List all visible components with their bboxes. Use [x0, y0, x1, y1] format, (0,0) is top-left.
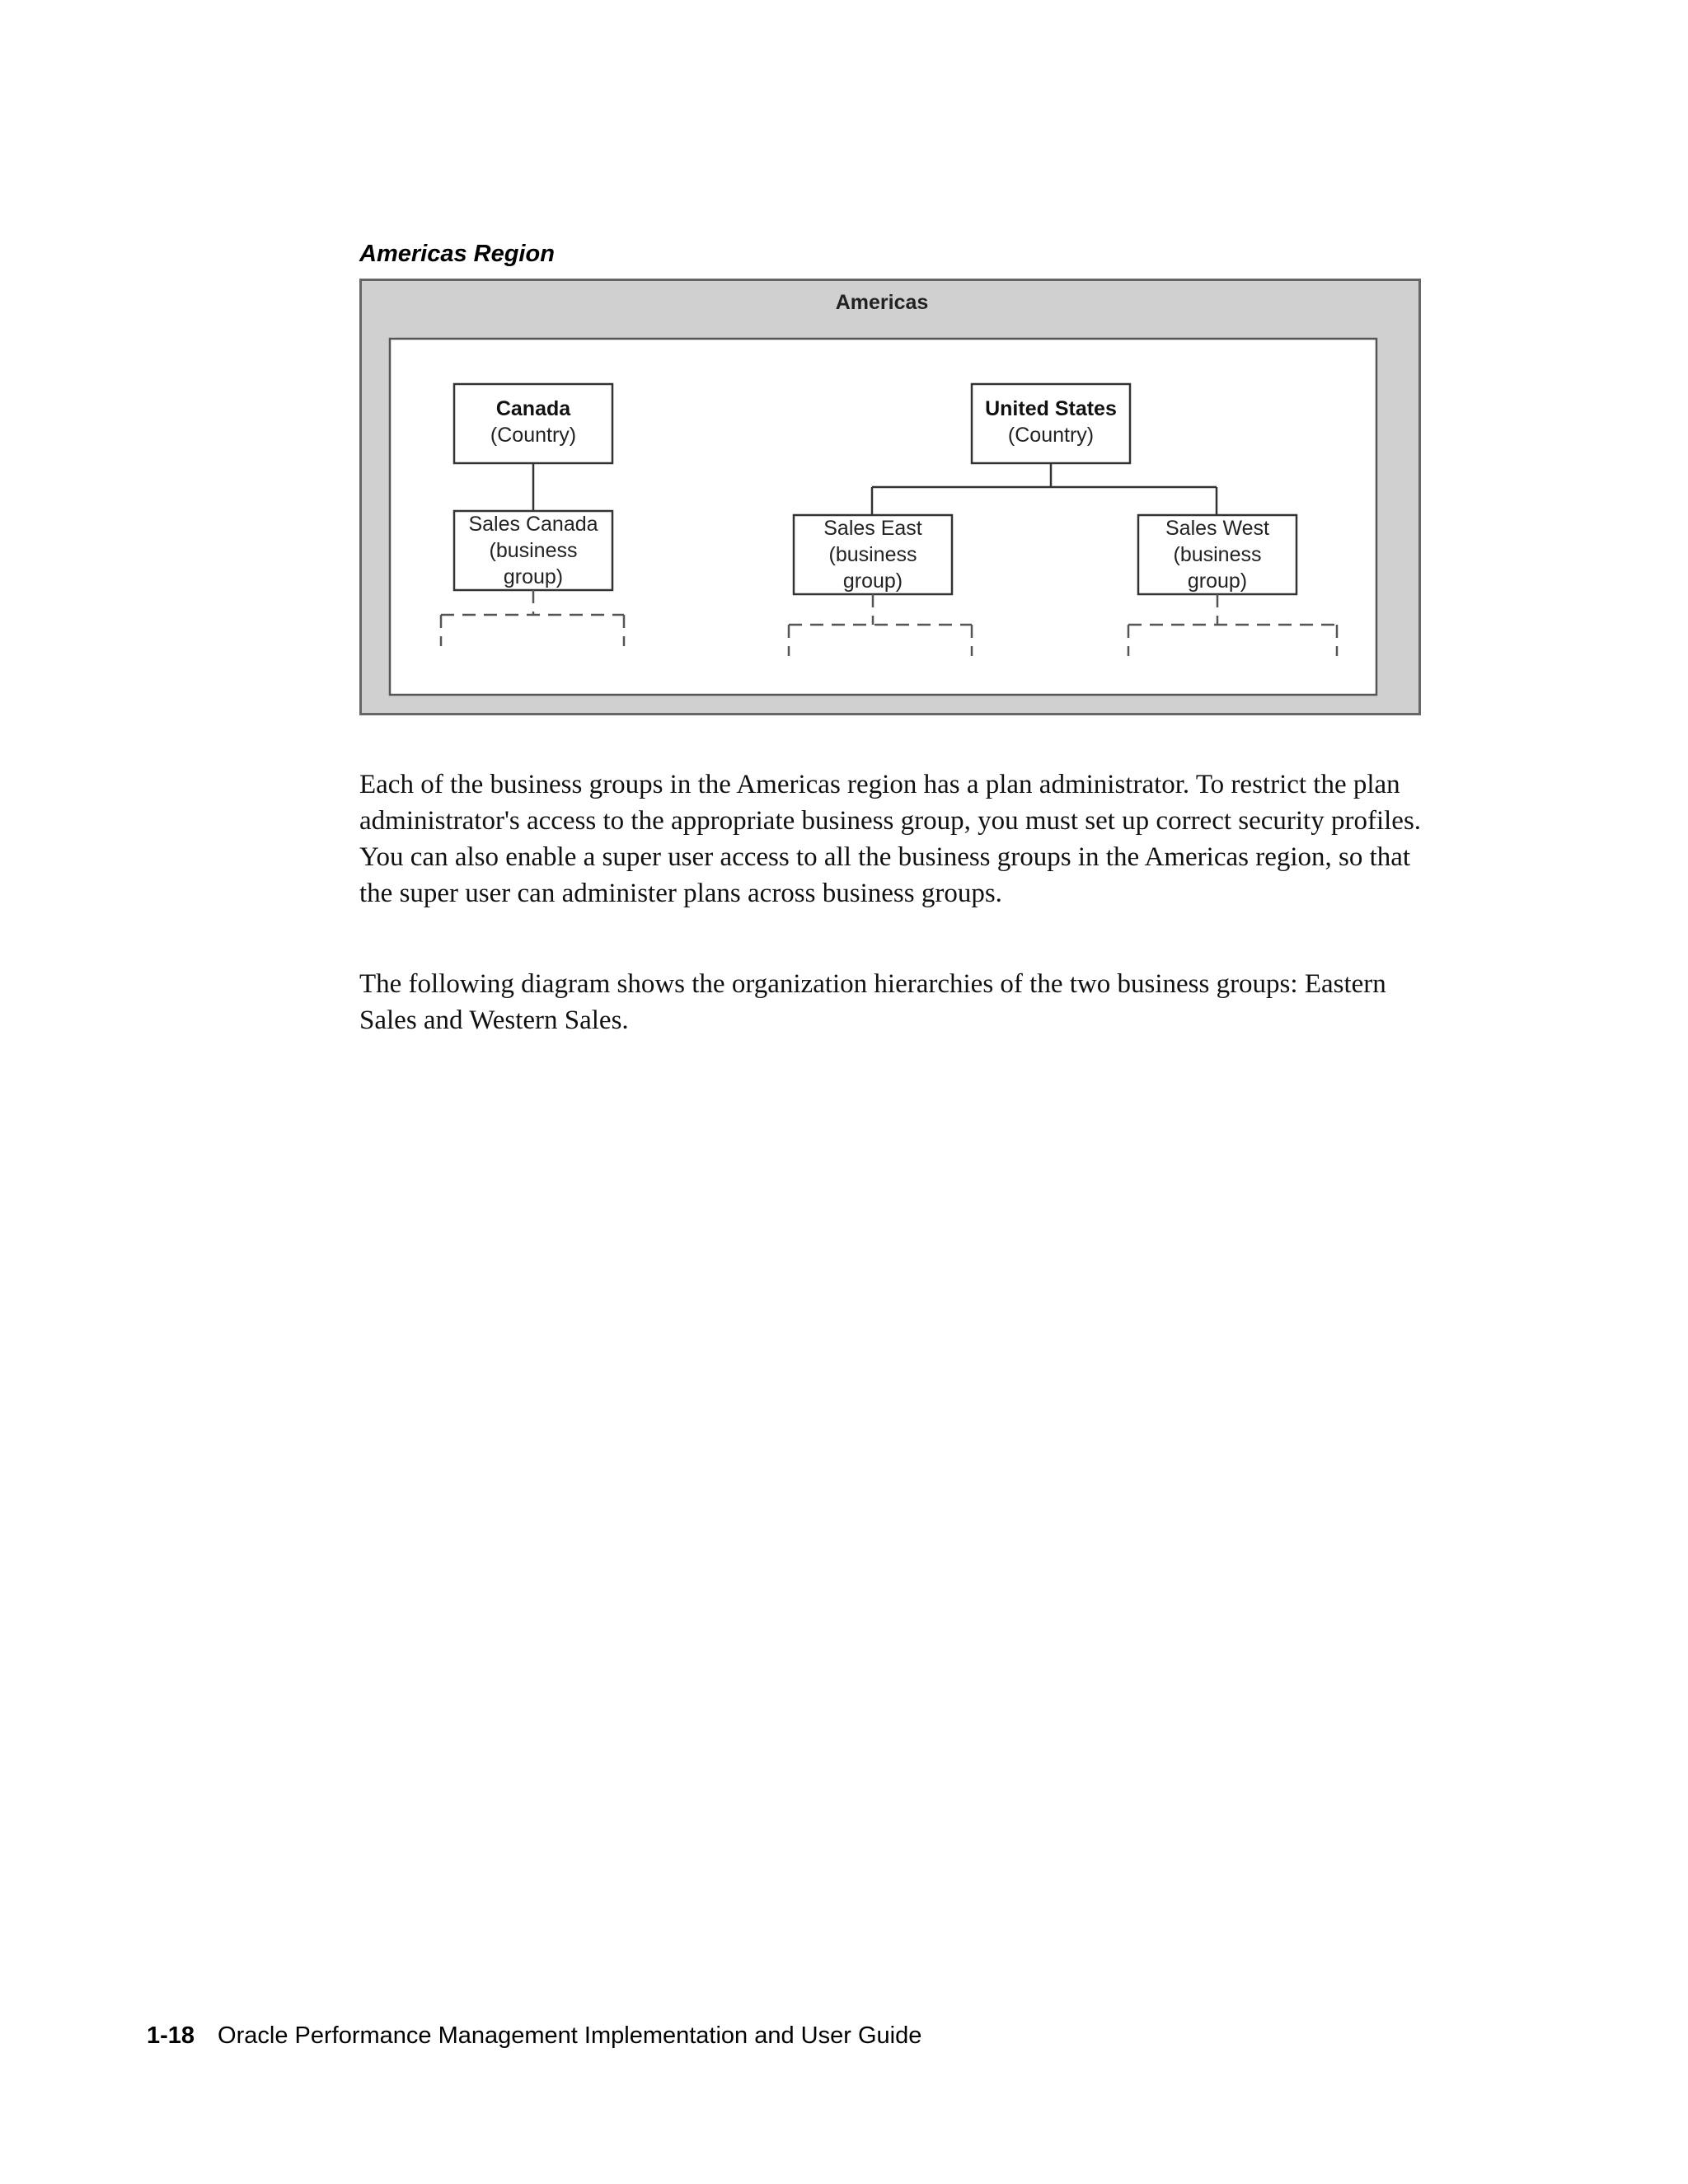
sales-canada-node: [454, 511, 612, 590]
svg-text:Sales West: Sales West: [1165, 517, 1269, 540]
region-label: Americas: [835, 291, 929, 314]
svg-text:(business: (business: [828, 543, 917, 566]
svg-text:(Country): (Country): [490, 424, 577, 447]
americas-region-diagram: [359, 279, 1421, 717]
body-paragraph-1: Each of the business groups in the Americas region has a plan administrator. To restrict the plan administrator's access to the appropriate business group, you must set up correct security profiles. You can also enable a super user access to all the business groups in the Americas region, so that the super user can administer plans across business groups.: [359, 770, 1422, 908]
svg-text:Canada: Canada: [495, 397, 571, 420]
svg-text:(Country): (Country): [1007, 424, 1095, 447]
svg-text:United States: United States: [985, 397, 1117, 420]
svg-text:group): group): [842, 569, 903, 593]
canada-node: [454, 384, 612, 463]
svg-text:group): group): [503, 565, 564, 588]
sales-west-node: [1138, 515, 1296, 594]
svg-text:(business: (business: [489, 539, 578, 562]
figure-caption: Americas Region: [359, 241, 555, 267]
svg-text:(business: (business: [1173, 543, 1262, 566]
book-title: Oracle Performance Management Implementation and User Guide: [218, 2022, 922, 2049]
united-states-node: [972, 384, 1130, 463]
svg-text:Sales East: Sales East: [823, 517, 922, 540]
svg-text:group): group): [1187, 569, 1248, 593]
sales-east-node: [794, 515, 952, 594]
page-number: 1-18: [147, 2022, 195, 2049]
body-paragraph-2: The following diagram shows the organization hierarchies of the two business groups: Eastern Sales and Western Sales.: [359, 969, 1386, 1035]
svg-text:Sales Canada: Sales Canada: [468, 513, 598, 536]
page-footer: [147, 2022, 921, 2050]
